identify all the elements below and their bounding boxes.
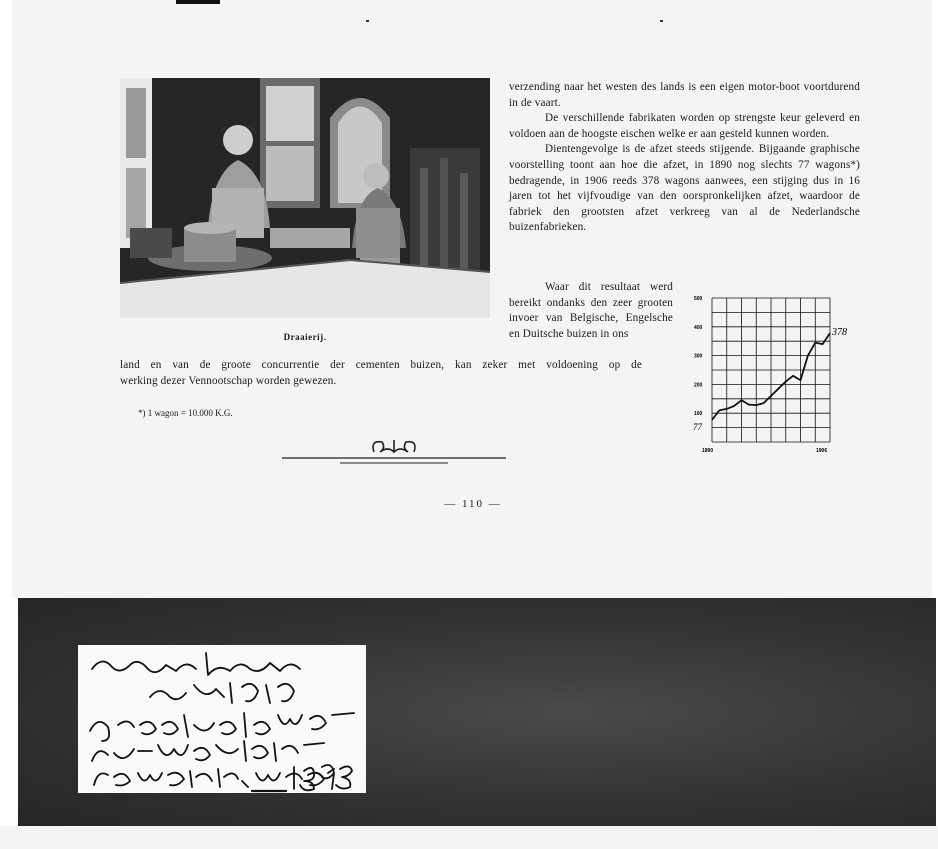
- top-edge-mark: [176, 0, 220, 4]
- wrap-column-text: [509, 280, 673, 342]
- workshop-photo: [120, 78, 490, 318]
- handwritten-note: [78, 645, 366, 793]
- full-width-line: land en van de groote concurrentie der cementen buizen, kan zeker met voldoening op de: [120, 359, 642, 371]
- paragraph: verzending naar het westen des lands is een eigen motor-boot voortdurend in de vaart.: [509, 81, 860, 109]
- y-tick-label: 100: [694, 411, 703, 418]
- sales-chart: [690, 288, 850, 458]
- full-width-line-end: werking dezer Vennootschap worden gewezen.: [120, 375, 337, 387]
- page-number: — 110 —: [444, 498, 502, 510]
- y-tick-label: 500: [694, 296, 703, 302]
- x-tick-label: 1906: [816, 448, 828, 454]
- bottom-edge: [0, 826, 938, 849]
- annotation-start: 77: [693, 421, 702, 432]
- y-tick-label: 300: [694, 353, 703, 360]
- chart-grid: [712, 298, 830, 442]
- speck: [660, 20, 663, 22]
- x-tick-labels: [702, 448, 827, 454]
- paragraph: De verschillende fabrikaten worden op strengste keur geleverd en voldoen aan de hoogste eischen welke er aan gesteld kunnen worden.: [509, 112, 860, 140]
- x-tick-label: 1890: [702, 448, 714, 454]
- speck: [366, 20, 369, 22]
- decorative-ornament: [282, 436, 506, 468]
- annotation-end: 378: [832, 327, 847, 339]
- paragraph: Waar dit resultaat werd bereikt ondanks den zeer grooten invoer van Belgische, Engelsche en Duitsche buizen in ons: [509, 281, 673, 340]
- footnote: *) 1 wagon = 10.000 K.G.: [138, 408, 233, 418]
- right-column-text: [509, 80, 860, 236]
- y-tick-label: 200: [694, 382, 703, 389]
- y-tick-labels: [694, 296, 703, 417]
- y-tick-label: 400: [694, 324, 703, 331]
- photo-caption: Draaierij.: [283, 332, 327, 342]
- paragraph: Dientengevolge is de afzet steeds stijgende. Bijgaande graphische voorstelling toont aan hoe die afzet, in 1890 nog slechts 77 wagons*) bedragende, in 1906 reeds 378 wagons aanwees, een stijging dus in 16 jaren tot het vijfvoudige van den oorspronkelijken afzet, waardoor de fabriek den grootsten afzet verkreeg van al de Nederlandsche buizenfabrieken.: [509, 143, 860, 234]
